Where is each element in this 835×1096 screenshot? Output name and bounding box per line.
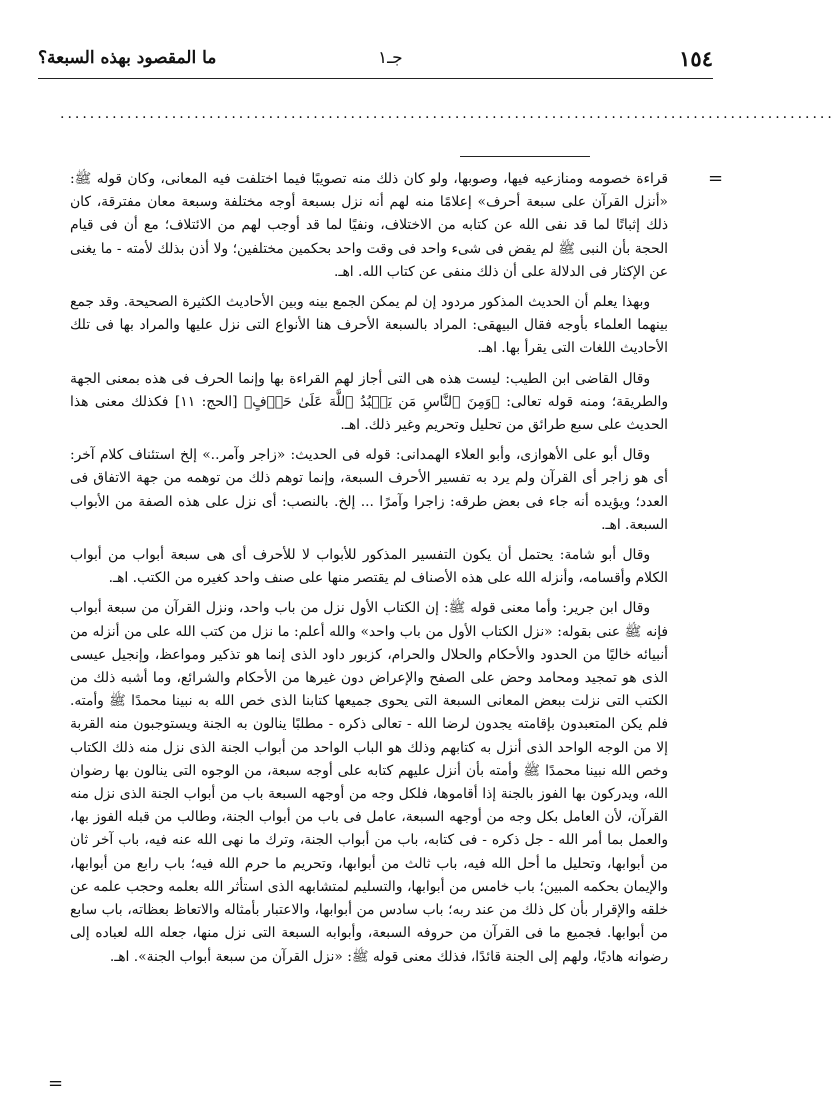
paragraph: وقال ابن جرير: وأما معنى قوله ﷺ: إن الكتاب الأول نزل من باب واحد، ونزل القرآن من سبعة أبواب فإنه ﷺ عنى بقوله: «نزل الكتاب الأول من باب واحد» والله أعلم: ما نزل من كتب الله على من أنزله من أنبيائه خاليًا من الحدود والأحكام والحلال والحرام، كزبور داود الذى إنما هو تذكير ومواعظ، وإنجيل عيسى الذى هو تمجيد ومحامد وحض على الصفح والإعراض دون غيرها من الأحكام والشرائع، وما أشبه ذلك من الكتب التى نزلت ببعض المعانى السبعة التى يحوى جميعها كتابنا الذى خص الله به نبينا محمدًا ﷺ وأمته. فلم يكن المتعبدون بإقامته يجدون لرضا الله - تعالى ذكره - مطلبًا ينالون به الجنة ويستوجبون منه القربة إلا من الوجه الواحد الذى أنزل به كتابهم وذلك هو الباب الواحد من أبواب الجنة الذى نزل منه ذلك الكتاب وخص الله نبينا محمدًا ﷺ وأمته بأن أنزل عليهم كتابه على أوجه سبعة، من الوجوه التى ينالون بها رضوان الله، ويدركون بها الفوز بالجنة إذا أقاموها، فلكل وجه من أوجهه السبعة باب من أبواب الجنة الذى نزل منه القرآن، لأن العامل بكل وجه من أوجهه السبعة، عامل فى باب من أبواب الجنة، وطالب من قبله الفوز بها، والعمل بما أمر الله - جل ذكره - فى كتابه، باب من أبواب الجنة، وترك ما نهى الله عنه فيه، باب آخر ثان من أبوابها، وتحليل ما أحل الله فيه، باب ثالث من أبوابها، وتحريم ما حرم الله فيه؛ باب رابع من أبوابها، والإيمان بحكمه المبين؛ باب خامس من أبوابها، والتسليم لمتشابهه الذى استأثر الله بعلمه وحجب علمه عن خلقه والإقرار بأن كل ذلك من عند ربه؛ باب سادس من أبوابها، والاعتبار بأمثاله والاتعاظ بعظاته، باب سابع من أبوابها. فجميع ما فى القرآن من حروفه السبعة، وأبوابه السبعة التى نزل منها، جعله الله لعباده إلى رضوانه هاديًا، ولهم إلى الجنة قائدًا، فذلك معنى قوله ﷺ: «نزل القرآن من سبعة أبواب الجنة». اهـ. [70,600,668,965]
paragraph: وقال أبو على الأهوازى، وأبو العلاء الهمدانى: قوله فى الحديث: «زاجر وآمر..» إلخ استئناف كلام آخر: أى هو زاجر أى القرآن ولم يرد به تفسير الأحرف السبعة، وإنما توهم ذلك من توهمه من جهة الاتفاق فى العدد؛ ويؤيده أنه جاء فى بعض طرقه: زاجرا وآمرًا ... إلخ. بالنصب: أى نزل على هذه الصفة من الأبواب السبعة. اهـ. [70,447,668,533]
body-text [70,168,668,976]
section-rule [460,156,590,157]
volume-label: جـ١ [378,48,403,68]
dotted-separator: ........................................................................................................ [60,106,835,122]
paragraph: وبهذا يعلم أن الحديث المذكور مردود إن لم يمكن الجمع بينه وبين الأحاديث الكثيرة الصحيحة. وقد جمع بينهما العلماء بأوجه فقال البيهقى: المراد بالسبعة الأحرف هنا الأنواع التى نزل عليها والمراد بها فى تلك الأحاديث اللغات التى يقرأ بها. اهـ. [70,294,668,357]
header-rule [38,78,713,79]
page-header [38,46,713,76]
page-number: ١٥٤ [679,46,713,71]
paragraph: وقال القاضى ابن الطيب: ليست هذه هى التى أجاز لهم القراءة بها وإنما الحرف فى هذه بمعنى الجهة والطريقة؛ ومنه قوله تعالى: ﴿وَمِنَ ٱلنَّاسِ مَن يَعۡبُدُ ٱللَّهَ عَلَىٰ حَرۡفٍ﴾ [الحج: ١١] فكذلك معنى هذا الحديث على سبع طرائق من تحليل وتحريم وغير ذلك. اهـ. [70,370,669,434]
paragraph: وقال أبو شامة: يحتمل أن يكون التفسير المذكور للأبواب لا للأحرف أى هى سبعة أبواب من أبواب الكلام وأقسامه، وأنزله الله على هذه الأصناف لم يقتصر منها على صنف واحد كغيره من الكتب. اهـ. [70,547,668,587]
margin-mark-top: = [708,168,724,189]
running-title: ما المقصود بهذه السبعة؟ [38,48,217,68]
paragraph: قراءة خصومه ومنازعيه فيها، وصوبها، ولو كان ذلك منه تصويبًا فيما اختلفت فيه المعانى، وكان قوله ﷺ: «أنزل القرآن على سبعة أحرف» إعلامًا منه لهم أنه نزل بسبعة أوجه مختلفة وسبعة معان مفترقة، كان ذلك إثباتًا لما قد نفى الله عن كتابه من الاختلاف، ونفيًا لما قد أوجب لهم من الائتلاف؛ مع أن فى قيام الحجة بأن النبى ﷺ لم يقض فى شىء واحد فى وقت واحد بحكمين مختلفين؛ ولا أذن بذلك لأمته - ما يغنى عن الإكثار فى الدلالة على أن ذلك منفى عن كتاب الله. اهـ. [70,171,668,280]
margin-mark-bottom: = [48,1073,64,1094]
